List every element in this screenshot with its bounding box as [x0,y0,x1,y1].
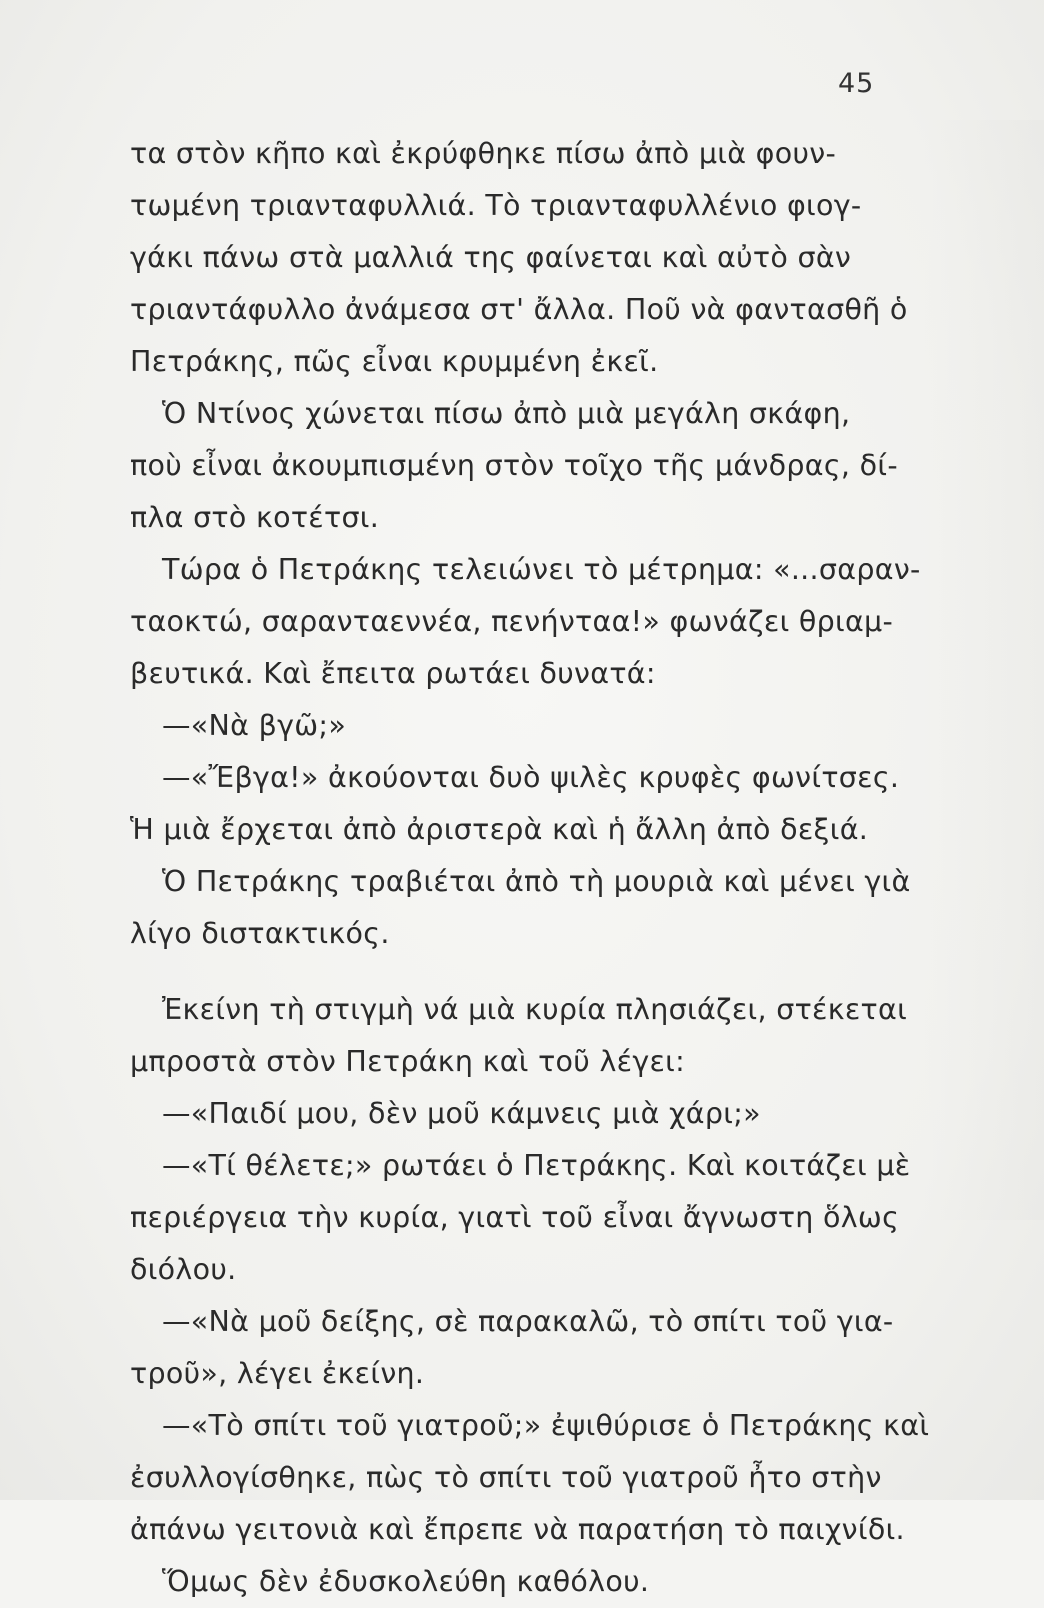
text-line: Ἐκείνη τὴ στιγμὴ νά μιὰ κυρία πλησιάζει, στέκεται [162,993,908,1026]
text-line: ταοκτώ, σαρανταεννέα, πενήνταα!» φωνάζει θριαμ- [130,605,894,638]
text-line: διόλου. [130,1253,237,1286]
text-line: τριαντάφυλλο ἀνάμεσα στ' ἄλλα. Ποῦ νὰ φαντασθῆ ὁ [130,293,908,326]
text-line: Ὁ Ντίνος χώνεται πίσω ἀπὸ μιὰ μεγάλη σκάφη, [162,397,851,430]
text-line: τωμένη τριανταφυλλιά. Τὸ τριανταφυλλένιο φιογ- [130,189,862,222]
text-line: Ὁ Πετράκης τραβιέται ἀπὸ τὴ μουριὰ καὶ μένει γιὰ [162,865,911,898]
text-line: Τώρα ὁ Πετράκης τελειώνει τὸ μέτρημα: «...σαραν- [162,553,921,586]
text-line: Ὅμως δὲν ἐδυσκολεύθη καθόλου. [162,1565,650,1598]
text-line: τροῦ», λέγει ἐκείνη. [130,1357,425,1390]
paragraph-gap [130,960,920,984]
text-line: πλα στὸ κοτέτσι. [130,501,380,534]
text-line: Ἡ μιὰ ἔρχεται ἀπὸ ἀριστερὰ καὶ ἡ ἄλλη ἀπὸ δεξιά. [130,813,869,846]
text-line: Πετράκης, πῶς εἶναι κρυμμένη ἐκεῖ. [130,345,659,378]
text-line: —«Νὰ βγῶ;» [162,709,347,742]
text-line: —«Νὰ μοῦ δείξης, σὲ παρακαλῶ, τὸ σπίτι τοῦ για- [162,1305,894,1338]
body-text [130,128,930,1608]
text-line: —«Τὸ σπίτι τοῦ γιατροῦ;» ἐψιθύρισε ὁ Πετράκης καὶ [162,1409,930,1442]
text-line: ἐσυλλογίσθηκε, πὼς τὸ σπίτι τοῦ γιατροῦ ἦτο στὴν [130,1461,882,1494]
text-line: —«Παιδί μου, δὲν μοῦ κάμνεις μιὰ χάρι;» [162,1097,761,1130]
text-line: ποὺ εἶναι ἀκουμπισμένη στὸν τοῖχο τῆς μάνδρας, δί- [130,449,898,482]
text-line: —«Τί θέλετε;» ρωτάει ὁ Πετράκης. Καὶ κοιτάζει μὲ [162,1149,911,1182]
text-line: μπροστὰ στὸν Πετράκη καὶ τοῦ λέγει: [130,1045,686,1078]
paper-shadow [924,120,1044,1220]
text-line: γάκι πάνω στὰ μαλλιά της φαίνεται καὶ αὐτὸ σὰν [130,241,852,274]
text-line: —«Ἔβγα!» ἀκούονται δυὸ ψιλὲς κρυφὲς φωνίτσες. [162,761,900,794]
text-line: βευτικά. Καὶ ἔπειτα ρωτάει δυνατά: [130,657,656,690]
page-number: 45 [838,68,875,99]
text-line: τα στὸν κῆπο καὶ ἐκρύφθηκε πίσω ἀπὸ μιὰ φουν- [130,137,837,170]
text-line: λίγο διστακτικός. [130,917,390,950]
text-line: ἀπάνω γειτονιὰ καὶ ἔπρεπε νὰ παρατήση τὸ παιχνίδι. [130,1513,905,1546]
text-line: περιέργεια τὴν κυρία, γιατὶ τοῦ εἶναι ἄγνωστη ὅλως [130,1201,900,1234]
